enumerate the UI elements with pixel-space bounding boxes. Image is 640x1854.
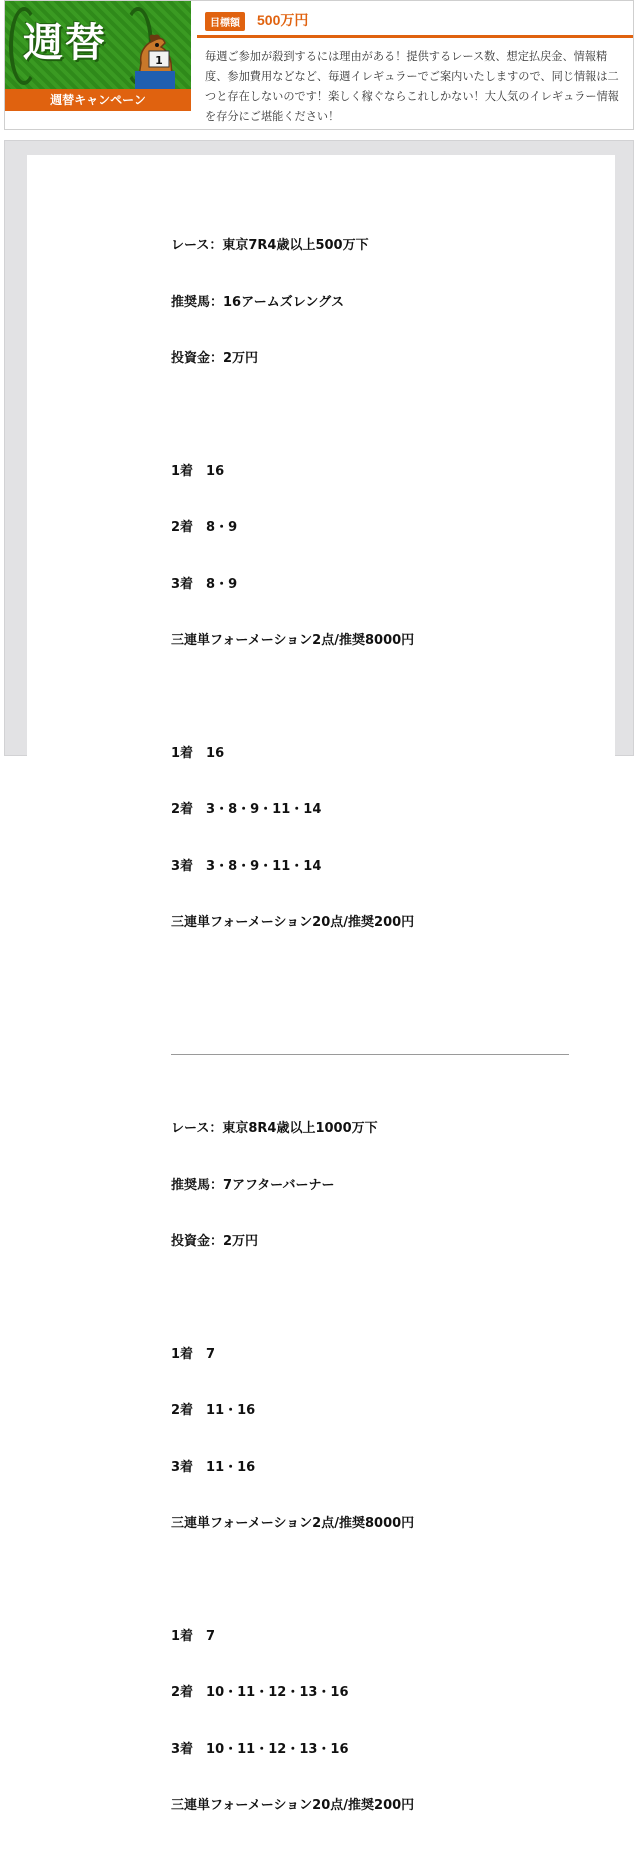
banner-caption: 週替キャンペーン: [5, 89, 191, 111]
formation-first: 1着 16: [171, 745, 225, 761]
recommended-horse: 推奨馬：16アームズレングス: [171, 294, 344, 310]
campaign-description: 毎週ご参加が殺到するには理由がある！提供するレース数、想定払戻金、情報精度、参加費用などなど、毎週イレギュラーでご案内いたしますので、同じ情報は二つと存在しないのです！楽しく稼ぐならこれしかない！大人気のイレギュラー情報を存分にご堪能ください！: [205, 51, 619, 123]
formation-second: 2着 8・9: [171, 520, 238, 536]
banner-title: 週替: [23, 19, 107, 66]
picks-content: [171, 181, 591, 1854]
formation-summary: 三連単フォーメーション20点/推奨200円: [171, 1798, 415, 1814]
investment-amount: 投資金：2万円: [171, 351, 259, 367]
target-label-badge: 目標額: [205, 12, 245, 31]
campaign-card: [4, 0, 634, 130]
spacer: [171, 1290, 591, 1309]
campaign-banner: [5, 1, 191, 111]
formation-third: 3着 10・11・12・13・16: [171, 1741, 349, 1757]
formation-second: 2着 3・8・9・11・14: [171, 802, 322, 818]
formation-first: 1着 7: [171, 1628, 216, 1644]
horse-number: 1: [155, 54, 163, 67]
formation-third: 3着 3・8・9・11・14: [171, 858, 322, 874]
race-name: レース：東京8R4歳以上1000万下: [171, 1121, 378, 1137]
spacer: [171, 407, 591, 426]
divider-wrap: [171, 989, 591, 1045]
formation-third: 3着 8・9: [171, 576, 238, 592]
formation-first: 1着 7: [171, 1347, 216, 1363]
formation-summary: 三連単フォーメーション2点/推奨8000円: [171, 1516, 415, 1532]
picks-sheet: [27, 155, 615, 1814]
spacer: [171, 689, 591, 708]
formation-summary: 三連単フォーメーション20点/推奨200円: [171, 915, 415, 931]
race-divider: [171, 1054, 569, 1055]
investment-amount: 投資金：2万円: [171, 1234, 259, 1250]
racehorse-icon: [123, 33, 183, 89]
target-amount: 500万円: [257, 12, 309, 28]
picks-panel: [4, 140, 634, 1814]
target-amount-row: [197, 5, 633, 38]
race-name: レース：東京7R4歳以上500万下: [171, 238, 369, 254]
formation-second: 2着 11・16: [171, 1403, 256, 1419]
formation-first: 1着 16: [171, 463, 225, 479]
recommended-horse: 推奨馬：7アフターバーナー: [171, 1177, 335, 1193]
formation-second: 2着 10・11・12・13・16: [171, 1685, 349, 1701]
formation-third: 3着 11・16: [171, 1459, 256, 1475]
formation-summary: 三連単フォーメーション2点/推奨8000円: [171, 633, 415, 649]
spacer: [171, 1572, 591, 1591]
